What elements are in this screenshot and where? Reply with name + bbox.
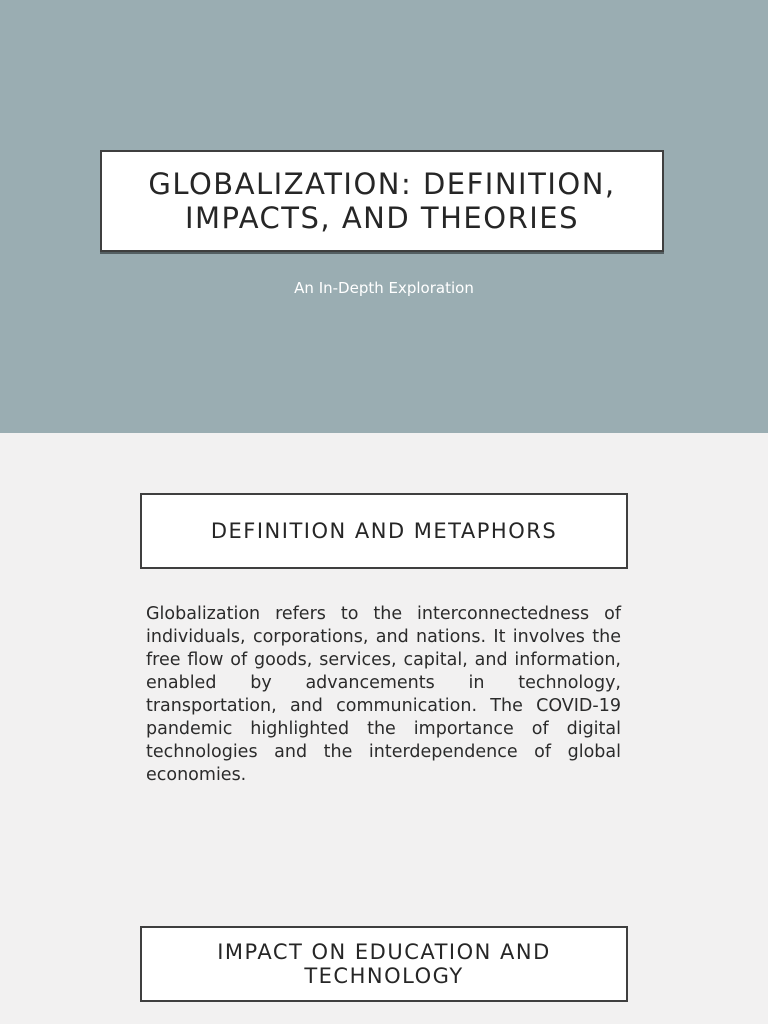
section-heading-box-impact <box>140 926 628 1002</box>
title-slide <box>0 0 768 433</box>
section-heading-box-definition <box>140 493 628 569</box>
section-body-definition: Globalization refers to the interconnectedness of individuals, corporations, and nations. It involves the free flow of goods, services, capital, and information, enabled by advancements in technology, transportation, and communication. The COVID-19 pandemic highlighted the importance of digital technologies and the interdependence of global economies. <box>146 604 621 785</box>
page-title: GLOBALIZATION: DEFINITION, IMPACTS, AND THEORIES <box>148 167 616 235</box>
section-heading-impact: IMPACT ON EDUCATION AND TECHNOLOGY <box>217 940 551 988</box>
section-heading-definition: DEFINITION AND METAPHORS <box>210 519 558 543</box>
page-subtitle: An In-Depth Exploration <box>294 279 474 297</box>
title-box <box>100 150 664 252</box>
